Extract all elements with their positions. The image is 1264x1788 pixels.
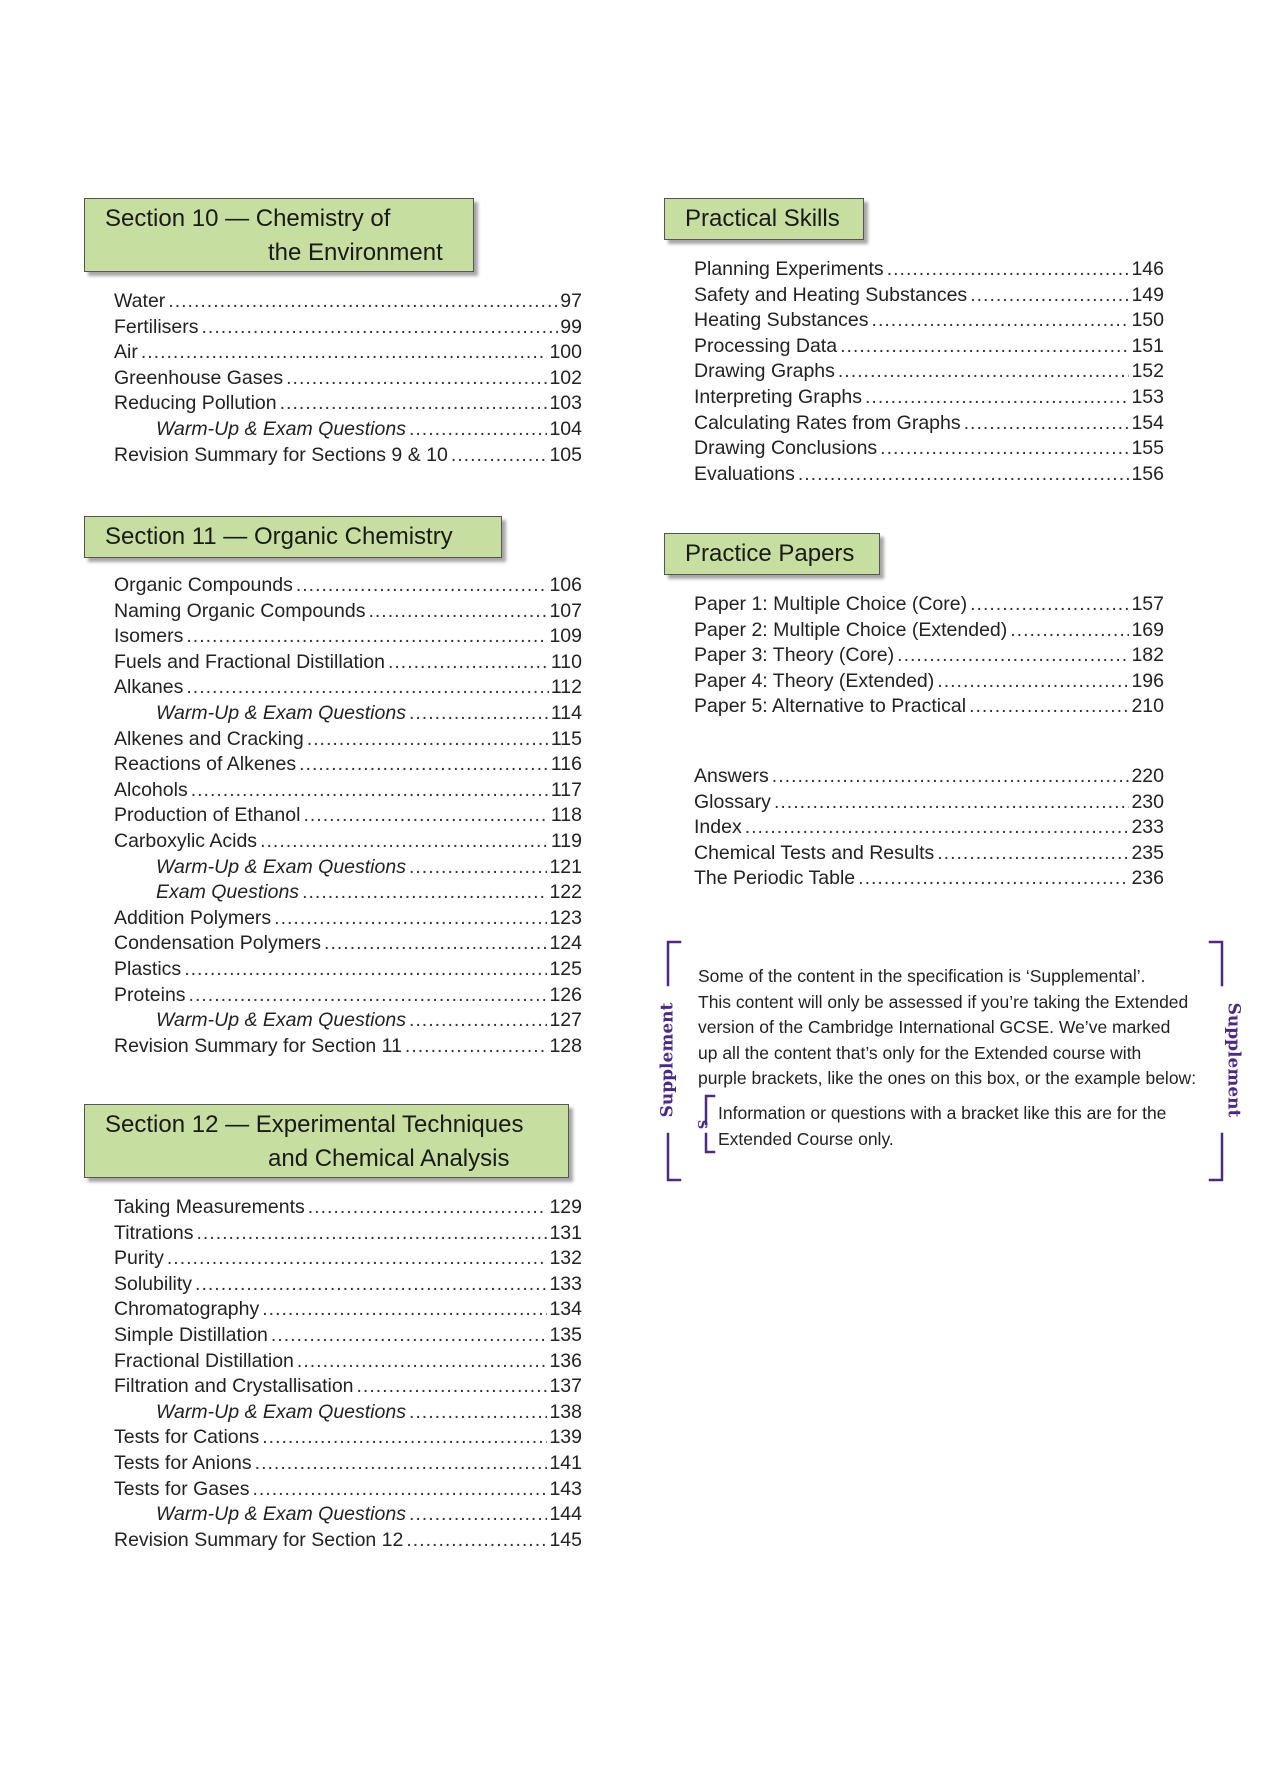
toc-entry-title: Naming Organic Compounds [114,599,366,622]
toc-entry-title: Purity [114,1247,164,1270]
section-10-title-line2: the Environment [268,239,443,266]
toc-entry-title: Paper 3: Theory (Core) [694,644,895,667]
toc-entry-page: 123 [549,906,582,929]
example-line: Information or questions with a bracket like this are for the [718,1103,1167,1123]
toc-entry-title: Production of Ethanol [114,804,301,827]
toc-entry-title: Addition Polymers [114,906,272,929]
toc-entry-page: 145 [549,1528,582,1551]
toc-entry-title: Answers [694,765,769,787]
toc-entry-title: Processing Data [694,334,838,357]
toc-entry-page: 155 [1131,437,1164,460]
toc-entry-title: Tests for Gases [114,1477,250,1500]
toc-entry-title: Warm-Up & Exam Questions [156,1400,406,1423]
toc-entry-title: The Periodic Table [694,867,856,890]
toc-entry-title: Reactions of Alkenes [114,753,297,776]
toc-entry-title: Calculating Rates from Graphs [694,411,961,434]
section-10-title-line1: Section 10 — Chemistry of [105,205,391,232]
toc-entry-page: 132 [549,1247,582,1270]
toc-entry-page: 99 [560,315,582,338]
toc-entry-title: Plastics [114,957,182,980]
toc-entry-page: 220 [1131,765,1164,787]
toc-entry-page: 109 [549,625,582,648]
toc-entry-page: 138 [549,1400,582,1423]
toc-entry-title: Alkanes [114,676,184,699]
example-bracket-bottom [706,1134,714,1152]
toc-entry-title: Simple Distillation [114,1323,268,1346]
toc-entry-title: Proteins [114,983,186,1006]
toc-entry-title: Drawing Conclusions [694,437,878,460]
toc-entry-title: Index [694,816,742,839]
toc-entry-page: 124 [549,932,582,955]
example-line: Extended Course only. [718,1128,894,1149]
practical-skills-title: Practical Skills [685,205,840,232]
toc-entry-page: 117 [550,778,582,801]
toc-entry-page: 150 [1131,309,1164,332]
toc-entry-title: Paper 2: Multiple Choice (Extended) [694,618,1008,641]
supplement-line: purple brackets, like the ones on this box, or the example below: [698,1068,1197,1088]
toc-entry-page: 233 [1131,816,1164,839]
toc-entry-title: Filtration and Crystallisation [114,1375,354,1398]
toc-entry-page: 112 [550,676,582,699]
toc-entry-page: 151 [1131,334,1164,357]
supplement-line: This content will only be assessed if you’re taking the Extended [698,991,1189,1012]
toc-entry-page: 182 [1131,644,1164,667]
toc-entry-title: Solubility [114,1272,193,1295]
toc-entry-title: Safety and Heating Substances [694,283,968,306]
toc-entry-page: 146 [1131,258,1164,280]
toc-entry-title: Revision Summary for Sections 9 & 10 [114,443,448,466]
toc-entry-page: 137 [549,1375,582,1398]
supplement-example [718,1101,1166,1152]
toc-entry-page: 133 [549,1272,582,1295]
section-12-title-line2: and Chemical Analysis [268,1145,510,1172]
toc-entry-page: 153 [1131,385,1164,408]
toc-entry-title: Fuels and Fractional Distillation [114,650,385,673]
supplement-label-right: Supplement [1223,1002,1244,1118]
toc-entry-title: Paper 1: Multiple Choice (Core) [694,593,968,615]
toc-entry-title: Warm-Up & Exam Questions [156,701,406,724]
toc-entry-title: Warm-Up & Exam Questions [156,855,406,878]
toc-entry-page: 131 [549,1221,582,1244]
right-bracket-top [1210,942,1222,985]
toc-entry-page: 116 [550,753,582,776]
toc-entry-title: Taking Measurements [114,1196,305,1218]
toc-entry-title: Chromatography [114,1298,260,1321]
toc-entry-page: 169 [1131,618,1164,641]
toc-entry-title: Exam Questions [156,881,300,904]
toc-entry-page: 129 [549,1196,582,1218]
toc-entry-page: 134 [549,1298,582,1321]
toc-entry-page: 135 [549,1323,582,1346]
toc-entry-page: 115 [550,727,582,750]
section-12-title-line1: Section 12 — Experimental Techniques [105,1111,524,1138]
toc-entry-page: 235 [1131,841,1164,864]
toc-entry-page: 196 [1131,669,1164,692]
toc-entry-title: Fertilisers [114,315,199,338]
toc-entry-page: 118 [550,804,582,827]
toc-entry-page: 230 [1131,790,1164,813]
toc-entry-page: 127 [549,1009,582,1032]
toc-entry-page: 152 [1131,360,1164,383]
toc-entry-title: Planning Experiments [694,258,884,280]
toc-entry-page: 144 [549,1503,582,1526]
section-11-title: Section 11 — Organic Chemistry [105,523,453,550]
toc-entry-page: 125 [549,957,582,980]
toc-entry-title: Tests for Anions [114,1451,252,1474]
supplement-line: version of the Cambridge International GCSE. We’ve marked [698,1017,1171,1037]
toc-entry-title: Fractional Distillation [114,1349,294,1372]
toc-entry-page: 114 [550,701,582,724]
toc-entry-page: 136 [549,1349,582,1372]
toc-entry-page: 102 [549,366,582,389]
toc-entry-title: Paper 5: Alternative to Practical [694,695,967,718]
toc-entry-page: 143 [549,1477,582,1500]
toc-entry-title: Warm-Up & Exam Questions [156,1009,406,1032]
supplement-line: Some of the content in the specification is ‘Supplemental’. [698,966,1146,986]
toc-entry-title: Glossary [694,790,771,813]
toc-entry-title: Paper 4: Theory (Extended) [694,669,935,692]
toc-entry-title: Isomers [114,625,184,648]
example-s-label: S [694,1119,710,1130]
toc-entry-title: Warm-Up & Exam Questions [156,417,406,440]
toc-entry-title: Water [114,290,166,312]
toc-entry-page: 157 [1131,593,1164,615]
right-bracket-bottom [1210,1134,1222,1180]
toc-entry-title: Condensation Polymers [114,932,322,955]
toc-entry-page: 105 [549,443,582,466]
toc-entry-page: 139 [549,1426,582,1449]
toc-entry-page: 149 [1131,283,1164,306]
toc-entry-page: 141 [549,1451,582,1474]
toc-entry-title: Greenhouse Gases [114,366,284,389]
supplement-text [698,964,1198,1092]
supplement-label-left: Supplement [657,1002,678,1118]
toc-entry-title: Alcohols [114,778,188,801]
toc-entry-title: Heating Substances [694,309,869,332]
toc-entry-title: Warm-Up & Exam Questions [156,1503,406,1526]
toc-entry-page: 103 [549,392,582,415]
toc-entry-title: Organic Compounds [114,574,293,596]
toc-entry-page: 210 [1131,695,1164,718]
toc-entry-title: Alkenes and Cracking [114,727,304,750]
toc-entry-page: 154 [1131,411,1164,434]
left-bracket-top [668,942,680,985]
toc-entry-page: 236 [1131,867,1164,890]
toc-entry-title: Interpreting Graphs [694,385,863,408]
toc-entry-page: 107 [549,599,582,622]
toc-entry-title: Carboxylic Acids [114,829,258,852]
toc-entry-title: Revision Summary for Section 11 [114,1034,402,1057]
practice-papers-title: Practice Papers [685,540,855,567]
toc-entry-title: Revision Summary for Section 12 [114,1528,404,1551]
toc-entry-page: 126 [549,983,582,1006]
toc-entry-page: 119 [550,829,582,852]
toc-entry-page: 104 [549,417,582,440]
toc-entry-title: Drawing Graphs [694,360,835,383]
toc-entry-title: Chemical Tests and Results [694,841,935,864]
toc-entry-page: 106 [549,574,582,596]
supplement-line: up all the content that’s only for the Extended course with [698,1042,1142,1063]
toc-entry-page: 128 [549,1034,582,1057]
toc-entry-page: 156 [1131,462,1164,485]
toc-entry-title: Evaluations [694,462,795,485]
toc-entry-title: Reducing Pollution [114,392,277,415]
left-bracket-bottom [668,1134,680,1180]
toc-entry-title: Tests for Cations [114,1426,260,1449]
toc-entry-page: 122 [549,881,582,904]
toc-entry-title: Titrations [114,1221,194,1244]
toc-entry-page: 110 [550,650,582,673]
toc-entry-page: 100 [549,341,582,364]
toc-entry-title: Air [114,341,138,364]
toc-entry-page: 121 [549,855,582,878]
toc-entry-page: 97 [560,290,582,312]
